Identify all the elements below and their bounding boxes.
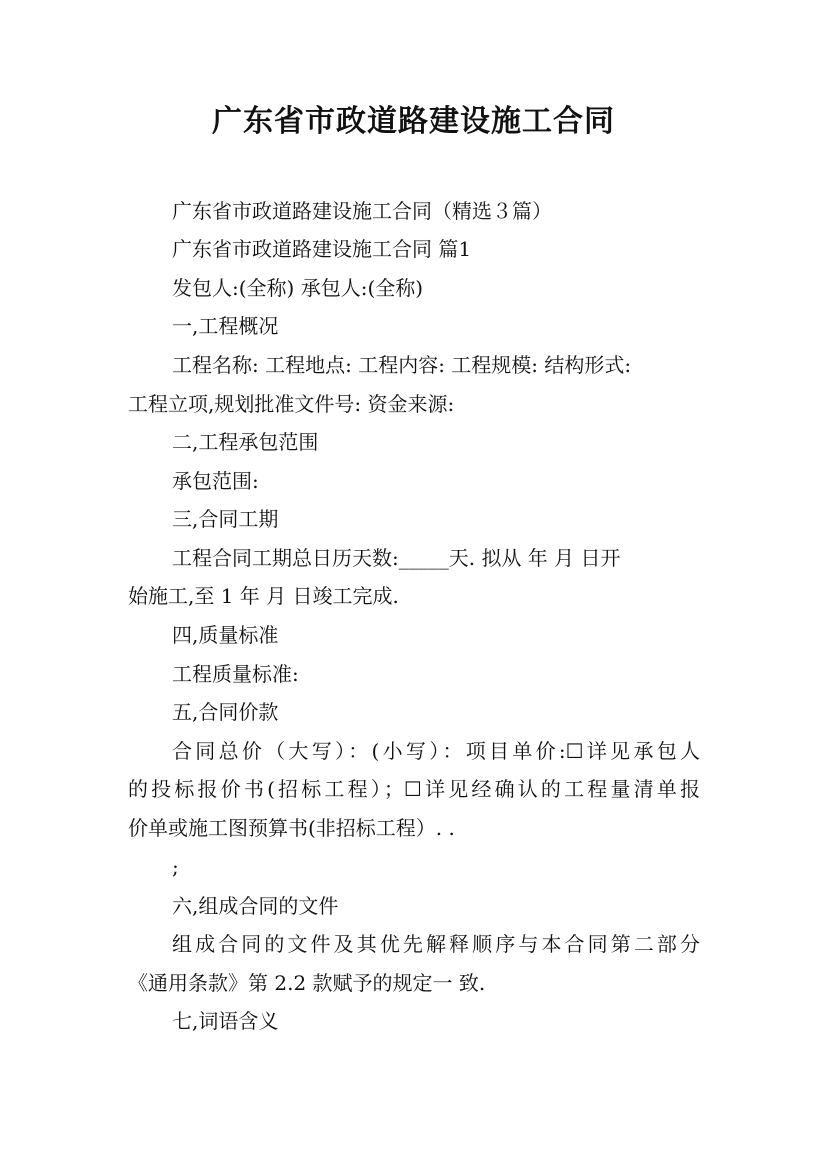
section-heading-5: 五,合同价款	[172, 700, 279, 724]
parties-line: 发包人:(全称) 承包人:(全称)	[172, 276, 424, 300]
paragraph-line: 承包范围:	[172, 469, 259, 493]
section-heading-3: 三,合同工期	[172, 507, 279, 531]
paragraph-line: 价单或施工图预算书(非招标工程）. .	[128, 816, 455, 840]
paragraph-line: 组成合同的文件及其优先解释顺序与本合同第二部分	[172, 932, 700, 956]
paragraph-line: 工程质量标准:	[172, 662, 299, 686]
chapter-heading: 广东省市政道路建设施工合同 篇1	[172, 237, 472, 261]
paragraph-line: 《通用条款》第 2.2 款赋予的规定一 致.	[128, 971, 486, 995]
paragraph-line: 的投标报价书(招标工程）；☐详见经确认的工程量清单报	[128, 777, 700, 801]
section-heading-1: 一,工程概况	[172, 314, 279, 338]
paragraph-line: 工程名称: 工程地点: 工程内容: 工程规模: 结构形式:	[172, 353, 632, 377]
paragraph-line: 始施工,至 1 年 月 日竣工完成.	[128, 584, 399, 608]
section-heading-7: 七,词语含义	[172, 1009, 279, 1033]
paragraph-line: 合同总价（大写）：(小写）：项目单价:☐详见承包人	[172, 739, 700, 763]
paragraph-line: 工程立项,规划批准文件号: 资金来源:	[128, 392, 455, 416]
section-heading-2: 二,工程承包范围	[172, 430, 319, 454]
section-heading-4: 四,质量标准	[172, 623, 279, 647]
subtitle-line: 广东省市政道路建设施工合同（精选３篇）	[172, 199, 552, 223]
paragraph-line: ;	[172, 855, 179, 879]
section-heading-6: 六,组成合同的文件	[172, 894, 339, 918]
document-title: 广东省市政道路建设施工合同	[212, 104, 615, 139]
paragraph-line: 工程合同工期总日历天数:_____天. 拟从 年 月 日开	[172, 546, 621, 570]
